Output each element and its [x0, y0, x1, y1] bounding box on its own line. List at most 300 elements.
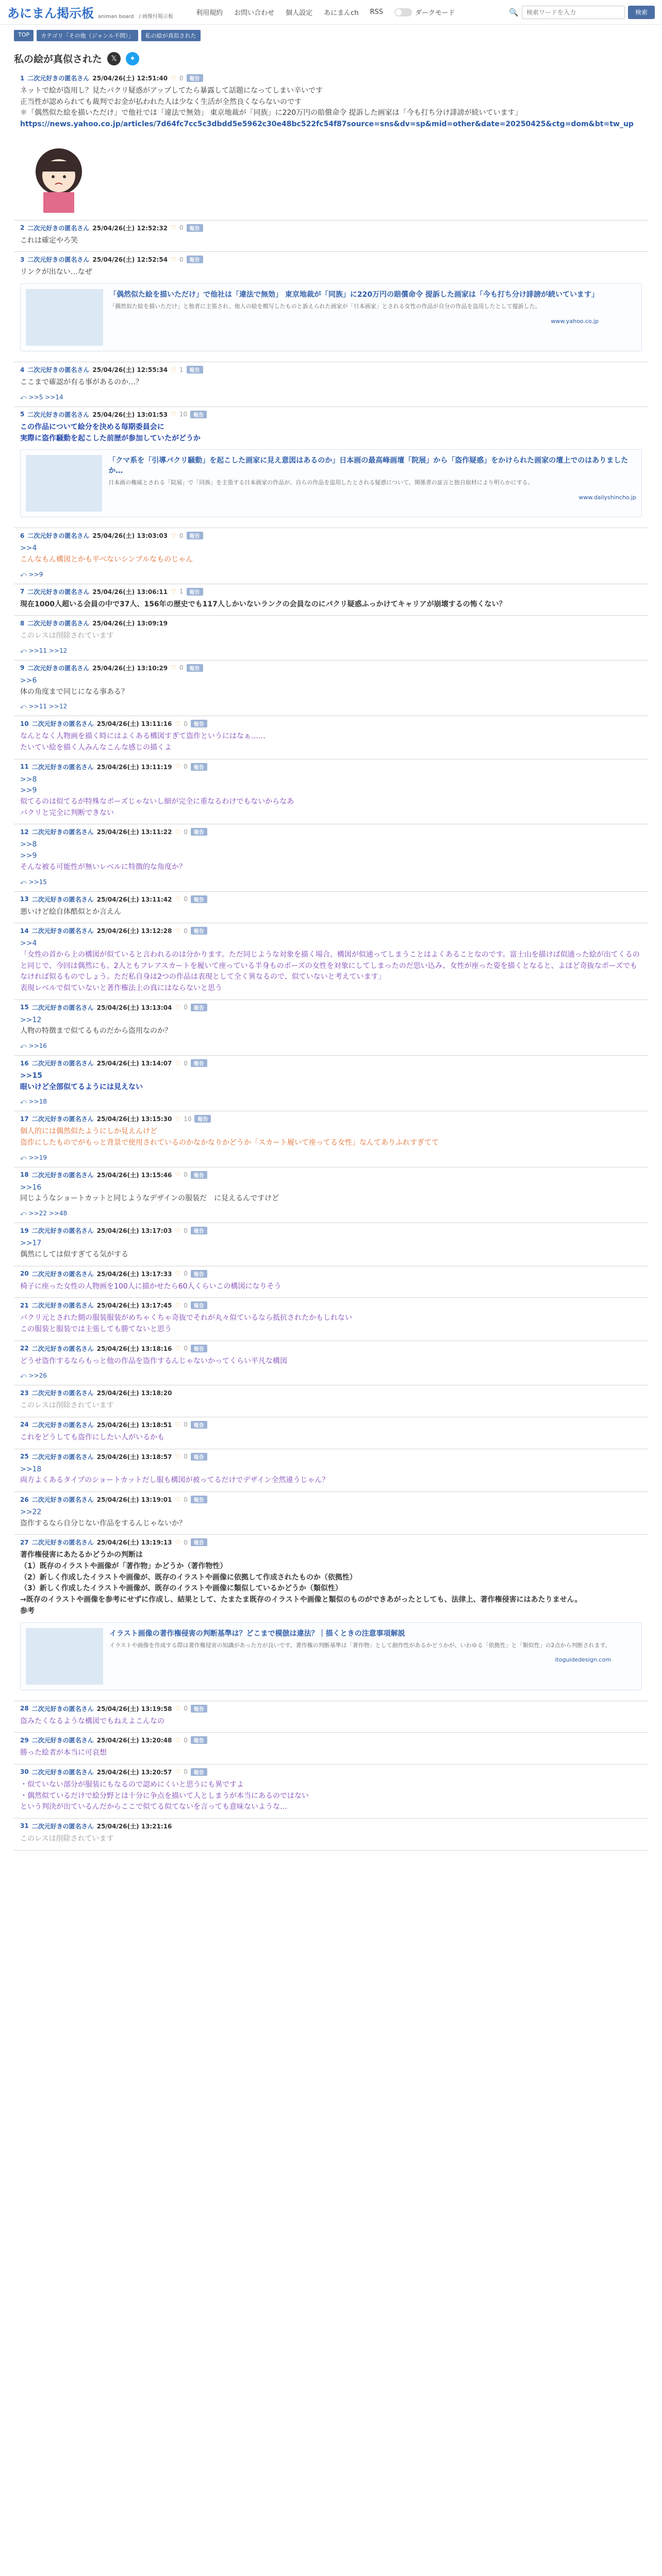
post-date: 25/04/26(土) 13:17:33 [96, 1270, 172, 1278]
anchor-link[interactable]: >>15 [20, 1072, 42, 1080]
post-number[interactable]: 8 [20, 619, 25, 627]
post-line: 個人的には偶然似たようにしか見えんけど [20, 1127, 157, 1136]
report-button[interactable]: 報告 [191, 895, 207, 903]
post-line: という判決が出ているんだからここで似てる似てないを言っても意味ないような… [20, 1803, 287, 1811]
like-icon[interactable]: ♡ [175, 1538, 181, 1546]
poster-name: 二次元好きの匿名さん [31, 1496, 94, 1503]
post-date: 25/04/26(土) 12:52:54 [92, 256, 168, 264]
post-line: これは確定やろ笑 [20, 236, 78, 245]
post-date: 25/04/26(土) 13:21:16 [96, 1822, 172, 1830]
like-icon[interactable]: ♡ [175, 1705, 181, 1712]
like-count: 0 [184, 720, 188, 727]
post [14, 1167, 648, 1223]
post-line: 両方よくあるタイプのショートカットだし服も構図が被ってるだけでデザイン全然違うじゃん？ [20, 1476, 329, 1485]
post [14, 1266, 648, 1298]
poster-name: 二次元好きの匿名さん [31, 1345, 94, 1352]
like-icon[interactable]: ♡ [175, 1301, 181, 1309]
poster-name: 二次元好きの匿名さん [31, 1705, 94, 1713]
search-icon: 🔍 [509, 7, 519, 17]
report-button[interactable]: 報告 [191, 1453, 207, 1461]
like-count: 0 [179, 256, 184, 263]
post-number[interactable]: 7 [20, 588, 25, 596]
report-button[interactable]: 報告 [191, 720, 207, 727]
post-number[interactable]: 31 [20, 1822, 29, 1830]
post-number[interactable]: 28 [20, 1705, 29, 1712]
post [14, 1056, 648, 1111]
post-number[interactable]: 26 [20, 1496, 29, 1503]
like-icon[interactable]: ♡ [175, 1171, 181, 1179]
link-card[interactable] [20, 1622, 642, 1690]
post-date: 25/04/26(土) 12:55:34 [92, 366, 168, 374]
like-icon[interactable]: ♡ [171, 256, 176, 263]
post-line: 偶然にしては似すぎてる気がする [20, 1250, 128, 1259]
post-number[interactable]: 14 [20, 927, 29, 935]
post-number[interactable]: 29 [20, 1736, 29, 1744]
nav-settings[interactable]: 個人設定 [286, 9, 313, 17]
reply-links[interactable] [20, 1042, 642, 1050]
report-button[interactable]: 報告 [191, 1227, 207, 1234]
poster-name: 二次元好きの匿名さん [31, 1539, 94, 1547]
post-number[interactable]: 23 [20, 1389, 29, 1397]
report-button[interactable]: 報告 [191, 1768, 207, 1776]
post-line: 人物の特徴まで似てるものだから盗用なのか？ [20, 1027, 172, 1036]
like-icon[interactable]: ♡ [171, 366, 176, 374]
link-card-desc: イラストや画像を作成する際は著作権侵害の知識があった方が良いです。著作権の判断基準は「著作物」として創作性があるかどうかが、いわゆる「依拠性」と「類似性」の2点から判断されます。 [109, 1641, 611, 1649]
post-body [20, 839, 642, 873]
nav-contact[interactable]: お問い合わせ [234, 9, 275, 17]
anchor-link[interactable]: >>4 [20, 939, 37, 948]
post-body [20, 1238, 642, 1260]
like-icon[interactable]: ♡ [175, 1496, 181, 1503]
post-header [20, 224, 642, 232]
post-number[interactable]: 1 [20, 74, 25, 82]
post [14, 923, 648, 999]
poster-name: 二次元好きの匿名さん [27, 224, 90, 232]
post-number[interactable]: 13 [20, 895, 29, 903]
post-date: 25/04/26(土) 13:03:03 [92, 532, 168, 540]
toggle-icon [394, 8, 412, 16]
post-number[interactable]: 27 [20, 1538, 29, 1546]
post-number[interactable]: 2 [20, 224, 25, 232]
post [14, 1492, 648, 1535]
poster-name: 二次元好きの匿名さん [31, 1115, 94, 1123]
post-line: ネットで絵が盗用し？見たパクリ疑惑がアップしてたら暴露して話題になってしまい辛いです [20, 87, 323, 95]
like-icon[interactable]: ♡ [175, 1227, 181, 1234]
poster-name: 二次元好きの匿名さん [31, 1389, 94, 1397]
poster-name: 二次元好きの匿名さん [31, 1302, 94, 1310]
post-number[interactable]: 18 [20, 1171, 29, 1179]
post-line: 眼いけど全部似てるようには見えない [20, 1082, 143, 1091]
reply-links[interactable] [20, 394, 642, 401]
report-button[interactable]: 報告 [187, 256, 203, 263]
reply-anchors[interactable]: >>15 [28, 878, 47, 886]
x-share-icon[interactable]: 𝕏 [107, 52, 121, 65]
post-body [20, 774, 642, 819]
post-body [20, 1550, 642, 1617]
post-line: →既存のイラストや画像を参考にせずに作成し、結果として、たまたま既存のイラストや画像と類似のものができあがったとしても、法律上、著作権侵害にはあたりません。 [20, 1596, 582, 1604]
reply-anchors[interactable]: >>18 [28, 1098, 47, 1106]
post-header [20, 255, 642, 264]
post-line: 悪いけど絵自体酷似とか言えん [20, 907, 121, 916]
post-body [20, 1126, 642, 1148]
like-count: 10 [179, 411, 188, 418]
poster-name: 二次元好きの匿名さん [31, 720, 94, 728]
post-body [20, 235, 642, 247]
report-button[interactable]: 報告 [191, 1736, 207, 1744]
post-line: 実際に盗作騒動を起こした前歴が参加していたがどうか [20, 434, 201, 443]
post-date: 25/04/26(土) 13:17:03 [96, 1227, 172, 1235]
anchor-link[interactable]: >>4 [20, 544, 37, 553]
post-body [20, 631, 642, 642]
nav-animanch[interactable]: あにまんch [324, 9, 359, 17]
like-count: 0 [184, 1736, 188, 1744]
post-header [20, 719, 642, 728]
post [14, 1701, 648, 1733]
like-icon[interactable]: ♡ [175, 895, 181, 903]
anchor-link[interactable]: >>22 [20, 1508, 42, 1516]
report-button[interactable]: 報告 [191, 1496, 207, 1503]
post-number[interactable]: 16 [20, 1059, 29, 1067]
search-button[interactable]: 検索 [628, 6, 655, 19]
post-header [20, 762, 642, 771]
link-card-url: www.dailyshincho.jp [578, 494, 636, 501]
thread-header [14, 44, 648, 71]
anchor-link[interactable]: >>18 [20, 1465, 42, 1473]
report-button[interactable]: 報告 [187, 366, 203, 374]
report-button[interactable]: 報告 [187, 224, 203, 232]
post [14, 71, 648, 221]
report-button[interactable]: 報告 [191, 1421, 207, 1429]
reply-anchors[interactable]: >>11 >>12 [28, 703, 68, 710]
reply-anchors[interactable]: >>5 >>14 [28, 393, 63, 401]
post-line: 著作権侵害にあたるかどうかの判断は [20, 1551, 143, 1560]
post-body [20, 731, 642, 753]
reply-links[interactable] [20, 1372, 642, 1380]
post-date: 25/04/26(土) 13:20:57 [96, 1768, 172, 1776]
reply-links[interactable] [20, 878, 642, 886]
post [14, 1385, 648, 1417]
post-date: 25/04/26(土) 13:11:19 [96, 763, 172, 771]
post-line: このレスは削除されています [20, 632, 114, 640]
post-link[interactable]: https://news.yahoo.co.jp/articles/7d64fc7cc5c3dbdd5e5962c30e48bc522fc54f87source=sns&dv=sp&mid=other&date=20250425&ctg=dom&bt=tw_up [20, 120, 634, 129]
anchor-link[interactable]: >>9 [20, 786, 37, 795]
post-header [20, 827, 642, 836]
report-button[interactable]: 報告 [187, 664, 203, 672]
anchor-link[interactable]: >>9 [20, 852, 37, 860]
post-date: 25/04/26(土) 13:18:20 [96, 1389, 172, 1397]
like-icon[interactable]: ♡ [175, 927, 181, 935]
report-button[interactable]: 報告 [191, 1059, 207, 1067]
link-card-url: itoguidedesign.com [555, 1656, 611, 1663]
reply-icon: ⤺ [20, 1042, 27, 1049]
reply-icon: ⤺ [20, 878, 27, 886]
link-card-desc: 日本画の権威とされる「院展」で「同族」を主張する日本画家の作品が、自らの作品を盗用したとされる疑惑について、関係者の証言と独自取材により明らかにする。 [108, 479, 534, 486]
post-number[interactable]: 21 [20, 1301, 29, 1309]
reply-icon: ⤺ [20, 1210, 27, 1217]
post-number[interactable]: 11 [20, 763, 29, 771]
link-card-title: 「偶然似た絵を描いただけ」で他社は「違法で無効」 東京地裁が「同族」に220万円の賠償命令 提訴した画家は「今も打ち分け誹謗が続いています」 [109, 291, 599, 299]
report-button[interactable]: 報告 [187, 588, 203, 596]
reply-links[interactable] [20, 1210, 642, 1217]
post-number[interactable]: 4 [20, 366, 25, 374]
post-date: 25/04/26(土) 13:15:46 [96, 1171, 172, 1179]
like-count: 0 [184, 895, 188, 903]
report-button[interactable]: 報告 [191, 1301, 207, 1309]
reply-links[interactable] [20, 647, 642, 655]
post-body [20, 1071, 642, 1093]
post-line: 表現レベルで似ていないと著作権法上の真にはならないと思う [20, 984, 222, 992]
breadcrumb-thread[interactable]: 私の絵が真似された [141, 30, 201, 41]
poster-name: 二次元好きの匿名さん [31, 1768, 94, 1776]
like-icon[interactable]: ♡ [171, 224, 176, 232]
post-image[interactable] [20, 135, 97, 213]
poster-name: 二次元好きの匿名さん [31, 1227, 94, 1235]
post-line: 椅子に座った女性の人物画を100人に描かせたら60人くらいこの構図になりそう [20, 1282, 282, 1291]
post-header [20, 926, 642, 935]
reply-icon: ⤺ [20, 393, 27, 401]
report-button[interactable]: 報告 [191, 1270, 207, 1278]
anchor-link[interactable]: >>6 [20, 676, 37, 685]
like-icon[interactable]: ♡ [171, 74, 176, 82]
like-icon[interactable]: ♡ [175, 1421, 181, 1429]
post-date: 25/04/26(土) 13:18:57 [96, 1453, 172, 1461]
post-number[interactable]: 5 [20, 411, 25, 418]
poster-name: 二次元好きの匿名さん [31, 1737, 94, 1744]
post-date: 25/04/26(土) 13:15:30 [96, 1115, 172, 1123]
post [14, 892, 648, 924]
poster-name: 二次元好きの匿名さん [27, 411, 90, 418]
post-number[interactable]: 25 [20, 1453, 29, 1461]
like-count: 0 [184, 1059, 188, 1067]
anchor-link[interactable]: >>8 [20, 840, 37, 849]
post-number[interactable]: 10 [20, 720, 29, 727]
reply-links[interactable] [20, 571, 642, 579]
report-button[interactable]: 報告 [191, 1171, 207, 1179]
like-count: 0 [184, 763, 188, 771]
like-icon[interactable]: ♡ [171, 588, 176, 596]
report-button[interactable]: 報告 [191, 1345, 207, 1352]
post-header [20, 1495, 642, 1504]
reply-links[interactable] [20, 1098, 642, 1106]
like-count: 0 [179, 224, 184, 232]
poster-name: 二次元好きの匿名さん [27, 256, 90, 264]
anchor-link[interactable]: >>16 [20, 1183, 42, 1192]
like-icon[interactable]: ♡ [175, 1736, 181, 1744]
post-date: 25/04/26(土) 13:10:29 [92, 664, 168, 672]
post-number[interactable]: 3 [20, 256, 25, 263]
post-line: ・偶然似ているだけで絵分野とは十分に争点を描いて人としまうが本当にあるのではない [20, 1791, 309, 1800]
post-number[interactable]: 24 [20, 1421, 29, 1429]
post-line: パクリと完全に判断できない [20, 808, 114, 817]
report-button[interactable]: 報告 [187, 532, 203, 539]
reply-icon: ⤺ [20, 1154, 27, 1161]
nav-terms[interactable]: 利用規約 [196, 9, 223, 17]
post-date: 25/04/26(土) 13:01:53 [92, 411, 168, 418]
reply-icon: ⤺ [20, 647, 27, 654]
breadcrumb-category[interactable]: カテゴリ「その他（ジャンル不問）」 [37, 30, 138, 41]
like-icon[interactable]: ♡ [171, 664, 176, 672]
post-header [20, 1538, 642, 1547]
post [14, 1417, 648, 1449]
poster-name: 二次元好きの匿名さん [27, 532, 90, 540]
reply-anchors[interactable]: >>22 >>48 [28, 1210, 68, 1217]
dark-mode-toggle[interactable] [394, 7, 455, 17]
breadcrumb-top[interactable]: TOP [14, 30, 34, 41]
post-number[interactable]: 19 [20, 1227, 29, 1234]
poster-name: 二次元好きの匿名さん [31, 927, 94, 935]
post-line: リンクが出ない…なぜ [20, 268, 92, 277]
post-date: 25/04/26(土) 13:11:42 [96, 895, 172, 903]
site-logo[interactable]: あにまん掲示板 [7, 6, 94, 21]
post [14, 528, 648, 584]
post-body [20, 1281, 642, 1293]
bird-share-icon[interactable]: ✦ [126, 52, 139, 65]
link-card-title: 「クマ系を「引導パクリ騒動」を起こした画家に見え意図はあるのか」日本画の最高峰画壇「院展」から「盗作疑惑」をかけられた画家の壇上でのはありましたか… [108, 456, 628, 476]
post-header [20, 587, 642, 596]
post-line: そんな被る可能性が無いレベルに特徴的な角度か？ [20, 862, 186, 871]
post-header [20, 1420, 642, 1429]
post-body [20, 1182, 642, 1205]
like-icon[interactable]: ♡ [171, 411, 176, 418]
post [14, 1000, 648, 1056]
post [14, 584, 648, 616]
post [14, 1449, 648, 1492]
like-count: 0 [184, 1768, 188, 1776]
reply-icon: ⤺ [20, 703, 27, 710]
post-header [20, 1269, 642, 1278]
post-number[interactable]: 20 [20, 1270, 29, 1277]
post-header [20, 365, 642, 374]
reply-anchors[interactable]: >>11 >>12 [28, 647, 68, 654]
page-title: 私の絵が真似された [14, 54, 103, 65]
reply-icon: ⤺ [20, 1372, 27, 1380]
reply-anchors[interactable]: >>16 [28, 1042, 47, 1049]
post-header [20, 74, 642, 82]
post-header [20, 1388, 642, 1397]
like-icon[interactable]: ♡ [175, 1115, 181, 1123]
post-header [20, 895, 642, 904]
post-body [20, 1748, 642, 1759]
link-thumbnail [26, 289, 103, 346]
report-button[interactable]: 報告 [191, 1538, 207, 1546]
post-line: 同じようなショートカットと同じようなデザインの服装だ に見えるんですけど [20, 1194, 279, 1203]
post-line: 勝った絵者が本当に可哀想 [20, 1749, 107, 1757]
report-button[interactable]: 報告 [191, 828, 207, 836]
like-icon[interactable]: ♡ [175, 720, 181, 727]
poster-name: 二次元好きの匿名さん [31, 1060, 94, 1067]
anchor-link[interactable]: >>8 [20, 775, 37, 784]
reply-links[interactable] [20, 1154, 642, 1162]
link-card[interactable] [20, 449, 642, 517]
poster-name: 二次元好きの匿名さん [31, 763, 94, 771]
post-line: 盗みたくなるような構図でもねえよこんなの [20, 1717, 164, 1725]
nav-rss[interactable]: RSS [370, 8, 384, 16]
post-number[interactable]: 30 [20, 1768, 29, 1776]
reply-anchors[interactable]: >>9 [28, 570, 43, 578]
post-number[interactable]: 6 [20, 532, 25, 539]
post-header [20, 1226, 642, 1235]
poster-name: 二次元好きの匿名さん [27, 664, 90, 672]
like-count: 0 [184, 1538, 188, 1546]
post-number[interactable]: 12 [20, 828, 29, 836]
like-icon[interactable]: ♡ [175, 1768, 181, 1776]
post-date: 25/04/26(土) 13:12:28 [96, 927, 172, 935]
post-line: このレスは削除されています [20, 1401, 114, 1410]
like-icon[interactable]: ♡ [175, 828, 181, 836]
post-line: こんなもん構図とかも平べないシンプルなものじゃん [20, 555, 193, 564]
like-icon[interactable]: ♡ [175, 1004, 181, 1011]
post-number[interactable]: 15 [20, 1004, 29, 1011]
post-number[interactable]: 9 [20, 664, 25, 672]
report-button[interactable]: 報告 [191, 1705, 207, 1713]
top-nav [196, 7, 455, 17]
post-body [20, 675, 642, 698]
report-button[interactable]: 報告 [191, 927, 207, 935]
post [14, 616, 648, 660]
anchor-link[interactable]: >>12 [20, 1015, 42, 1024]
report-button[interactable]: 報告 [191, 763, 207, 771]
like-count: 0 [184, 1496, 188, 1503]
search-input[interactable] [522, 6, 625, 19]
like-icon[interactable]: ♡ [175, 1059, 181, 1067]
report-button[interactable]: 報告 [191, 1004, 207, 1011]
post [14, 1341, 648, 1386]
post-body [20, 1780, 642, 1813]
report-button[interactable]: 報告 [194, 1115, 211, 1123]
post-number[interactable]: 22 [20, 1345, 29, 1352]
like-icon[interactable]: ♡ [171, 532, 176, 539]
poster-name: 二次元好きの匿名さん [27, 366, 90, 374]
link-card[interactable] [20, 283, 642, 351]
post-body [20, 1432, 642, 1444]
like-icon[interactable]: ♡ [175, 1453, 181, 1461]
post-body [20, 938, 642, 994]
post-body [20, 267, 642, 278]
report-button[interactable]: 報告 [190, 411, 207, 418]
post-body [20, 1834, 642, 1845]
site-logo-sub: animan board / 画像付掲示板 [98, 14, 174, 20]
reply-anchors[interactable]: >>19 [28, 1154, 47, 1161]
post-date: 25/04/26(土) 13:09:19 [92, 620, 168, 628]
poster-name: 二次元好きの匿名さん [31, 1004, 94, 1011]
like-icon[interactable]: ♡ [175, 1345, 181, 1352]
poster-name: 二次元好きの匿名さん [27, 588, 90, 596]
post-line: 体の角度まで同じになる事ある？ [20, 687, 128, 696]
report-button[interactable]: 報告 [187, 74, 203, 82]
like-icon[interactable]: ♡ [175, 763, 181, 771]
post-line: 盗作にしたものでがもっと背景で使用されているのかなかなりかどうか「スカート履いて座ってる女性」なんてありふれすぎてて [20, 1139, 439, 1147]
anchor-link[interactable]: >>17 [20, 1239, 42, 1248]
link-thumbnail [26, 1628, 103, 1685]
post [14, 1819, 648, 1851]
like-icon[interactable]: ♡ [175, 1270, 181, 1277]
post-line: 参考 [20, 1606, 35, 1615]
like-count: 0 [184, 1345, 188, 1352]
reply-anchors[interactable]: >>26 [28, 1372, 47, 1380]
poster-name: 二次元好きの匿名さん [27, 75, 90, 82]
post-line: 正当性が認められても裁判でお金が払われた人は少なく生活が全然良くならないのです [20, 97, 302, 106]
post [14, 252, 648, 362]
post-number[interactable]: 17 [20, 1115, 29, 1123]
post-line: （2）新しく作成したイラストや画像が、既存のイラストや画像に依拠して作成されたものか（依拠性） [20, 1573, 357, 1582]
post-line: これをどうしても盗作にしたい人がいるかも [20, 1433, 164, 1442]
post-body [20, 1015, 642, 1037]
reply-links[interactable] [20, 703, 642, 710]
post-date: 25/04/26(土) 13:18:16 [96, 1345, 172, 1352]
post-date: 25/04/26(土) 13:11:22 [96, 828, 172, 836]
post-body [20, 1716, 642, 1727]
post-line: どうせ盗作するならもっと他の作品を盗作するんじゃないかってくらい平凡な構図 [20, 1357, 287, 1365]
